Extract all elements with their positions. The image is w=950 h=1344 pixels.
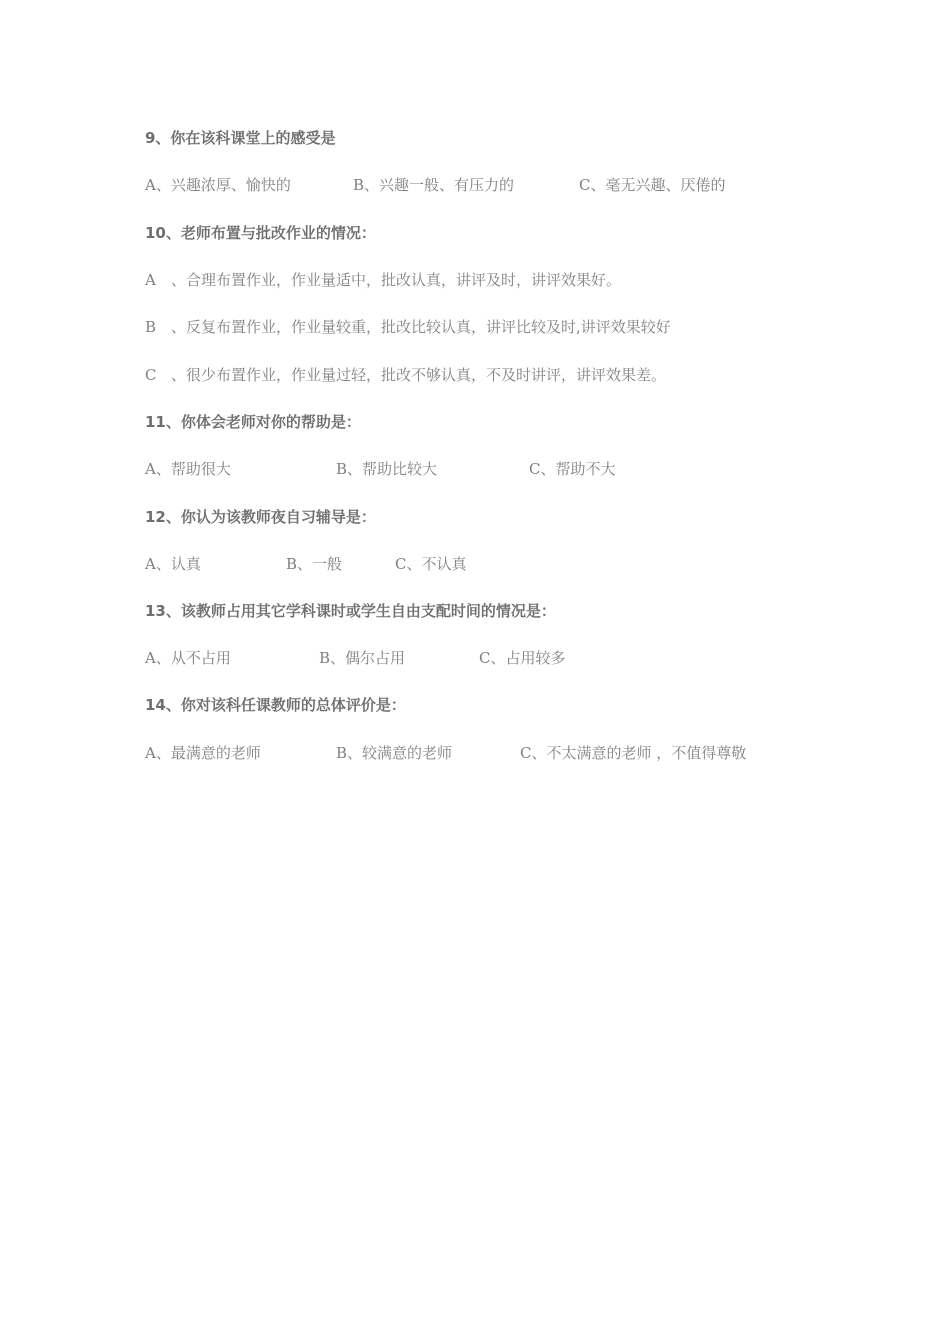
question-14-option-c: C、不太满意的老师 ，不值得尊敬 bbox=[520, 744, 747, 762]
question-14-option-b: B、较满意的老师 bbox=[336, 744, 453, 762]
question-13-title: 13、该教师占用其它学科课时或学生自由支配时间的情况是： bbox=[145, 602, 556, 620]
question-13-option-c: C、占用较多 bbox=[479, 649, 566, 667]
question-13-option-a: A、从不占用 bbox=[145, 649, 231, 667]
option-letter: C bbox=[145, 366, 157, 384]
question-14-options bbox=[145, 742, 845, 764]
question-12-options bbox=[145, 553, 845, 575]
question-9-option-a: A、兴趣浓厚、愉快的 bbox=[145, 176, 291, 194]
option-letter: A bbox=[145, 271, 156, 289]
question-12-title: 12、你认为该教师夜自习辅导是： bbox=[145, 508, 376, 526]
question-14-title: 14、你对该科任课教师的总体评价是： bbox=[145, 696, 406, 714]
question-12-option-c: C、不认真 bbox=[395, 555, 467, 573]
question-9-option-b: B、兴趣一般、有压力的 bbox=[353, 176, 515, 194]
question-9-options bbox=[145, 174, 845, 196]
question-13-options bbox=[145, 647, 845, 669]
question-11-option-b: B、帮助比较大 bbox=[336, 460, 438, 478]
question-10-option-c bbox=[145, 364, 666, 385]
question-10-option-b bbox=[145, 316, 671, 337]
question-11-option-a: A、帮助很大 bbox=[145, 460, 231, 478]
question-10-title: 10、老师布置与批改作业的情况： bbox=[145, 224, 376, 242]
question-11-option-c: C、帮助不大 bbox=[529, 460, 616, 478]
question-11-title: 11、你体会老师对你的帮助是： bbox=[145, 413, 361, 431]
question-12-option-a: A、认真 bbox=[145, 555, 201, 573]
option-text: 、合理布置作业，作业量适中，批改认真，讲评及时，讲评效果好。 bbox=[171, 271, 622, 289]
question-13-option-b: B、偶尔占用 bbox=[319, 649, 406, 667]
question-12-option-b: B、一般 bbox=[286, 555, 343, 573]
question-10-option-a bbox=[145, 269, 621, 290]
question-14-option-a: A、最满意的老师 bbox=[145, 744, 261, 762]
question-9-title: 9、你在该科课堂上的感受是 bbox=[145, 129, 336, 147]
option-letter: B bbox=[145, 318, 157, 336]
option-text: 、很少布置作业，作业量过轻，批改不够认真，不及时讲评，讲评效果差。 bbox=[171, 366, 667, 384]
question-9-option-c: C、毫无兴趣、厌倦的 bbox=[579, 176, 726, 194]
option-text: 、反复布置作业，作业量较重，批改比较认真，讲评比较及时,讲评效果较好 bbox=[171, 318, 671, 336]
question-11-options bbox=[145, 458, 845, 480]
